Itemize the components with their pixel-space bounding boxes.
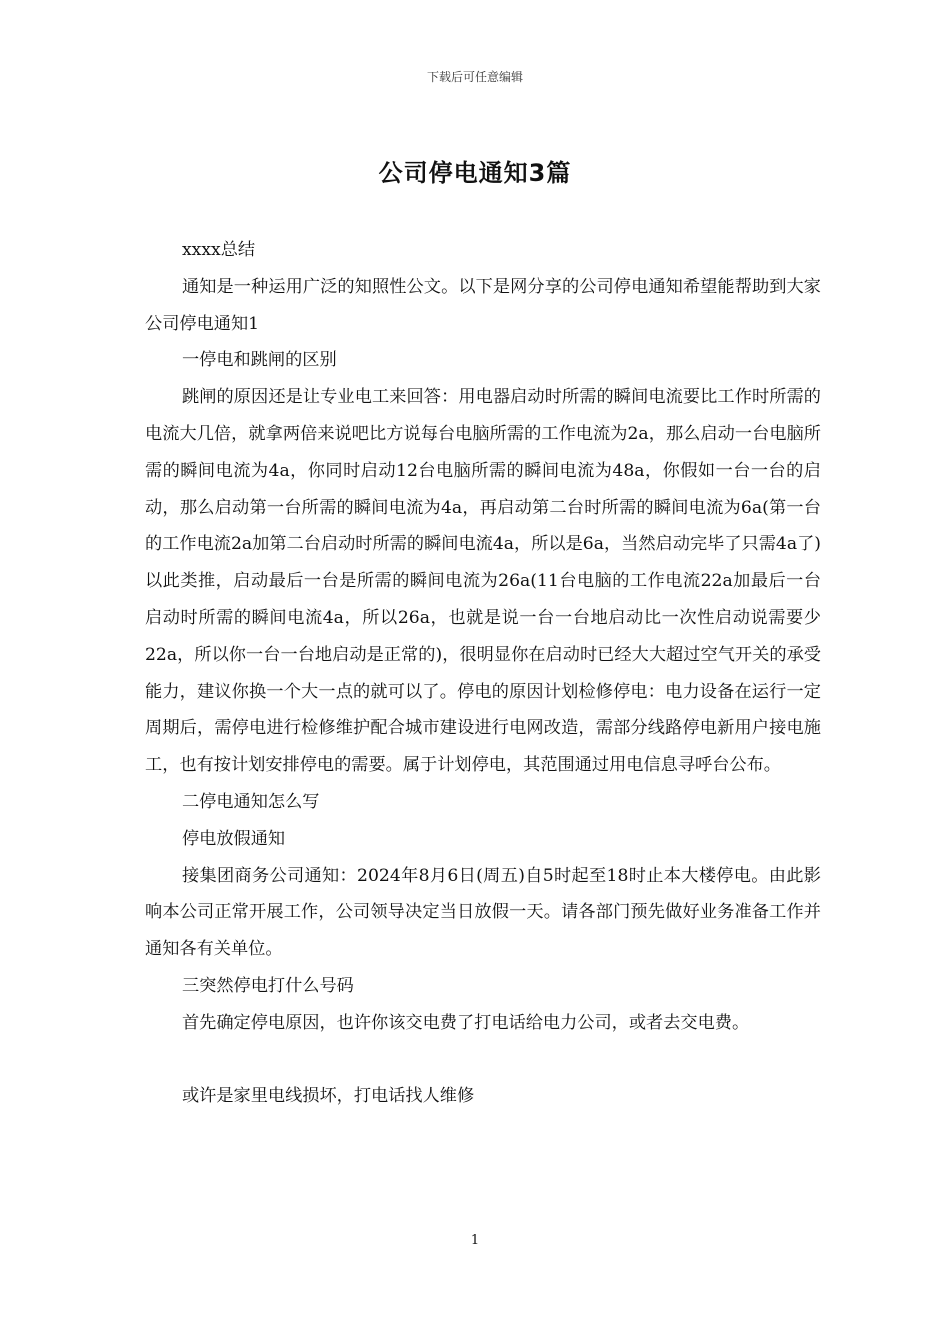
- header-note: 下载后可任意编辑: [426, 70, 523, 84]
- paragraph-notice: 接集团商务公司通知：2024年8月6日(周五)自5时起至18时止本大楼停电。由此影响本公司正常开展工作，公司领导决定当日放假一天。请各部门预先做好业务准备工作并通知各有关单位。: [145, 865, 821, 960]
- paragraph-intro: 通知是一种运用广泛的知照性公文。以下是网分享的公司停电通知希望能帮助到大家公司停电通知1: [145, 276, 821, 334]
- section-heading-3: 三突然停电打什么号码: [181, 975, 354, 996]
- notice-subtitle: 停电放假通知: [181, 828, 286, 849]
- document-body: [145, 232, 821, 1114]
- paragraph-trip-explanation: 跳闸的原因还是让专业电工来回答：用电器启动时所需的瞬间电流要比工作时所需的电流大几倍，就拿两倍来说吧比方说每台电脑所需的工作电流为2a，那么启动一台电脑所需的瞬间电流为4a，你同时启动12台电脑所需的瞬间电流为48a，你假如一台一台的启动，那么启动第一台所需的瞬间电流为4a，再启动第二台时所需的瞬间电流为6a(第一台的工作电流2a加第二台启动时所需的瞬间电流4a，所以是6a，当然启动完毕了只需4a了)以此类推，启动最后一台是所需的瞬间电流为26a(11台电脑的工作电流22a加最后一台启动时所需的瞬间电流4a，所以26a，也就是说一台一台地启动比一次性启动说需要少22a，所以你一台一台地启动是正常的)，很明显你在启动时已经大大超过空气开关的承受能力，建议你换一个大一点的就可以了。停电的原因计划检修停电：电力设备在运行一定周期后，需停电进行检修维护配合城市建设进行电网改造，需部分线路停电新用户接电施工，也有按计划安排停电的需要。属于计划停电，其范围通过用电信息寻呼台公布。: [145, 387, 821, 776]
- section-heading-2: 二停电通知怎么写: [181, 791, 320, 812]
- paragraph-repair: 或许是家里电线损坏，打电话找人维修: [181, 1085, 475, 1106]
- paragraph-cause: 首先确定停电原因，也许你该交电费了打电话给电力公司，或者去交电费。: [181, 1012, 750, 1033]
- document-title: 公司停电通知3篇: [378, 159, 572, 187]
- section-heading-1: 一停电和跳闸的区别: [181, 350, 337, 371]
- page-number: 1: [470, 1233, 480, 1248]
- paragraph-summary: xxxx总结: [181, 240, 256, 260]
